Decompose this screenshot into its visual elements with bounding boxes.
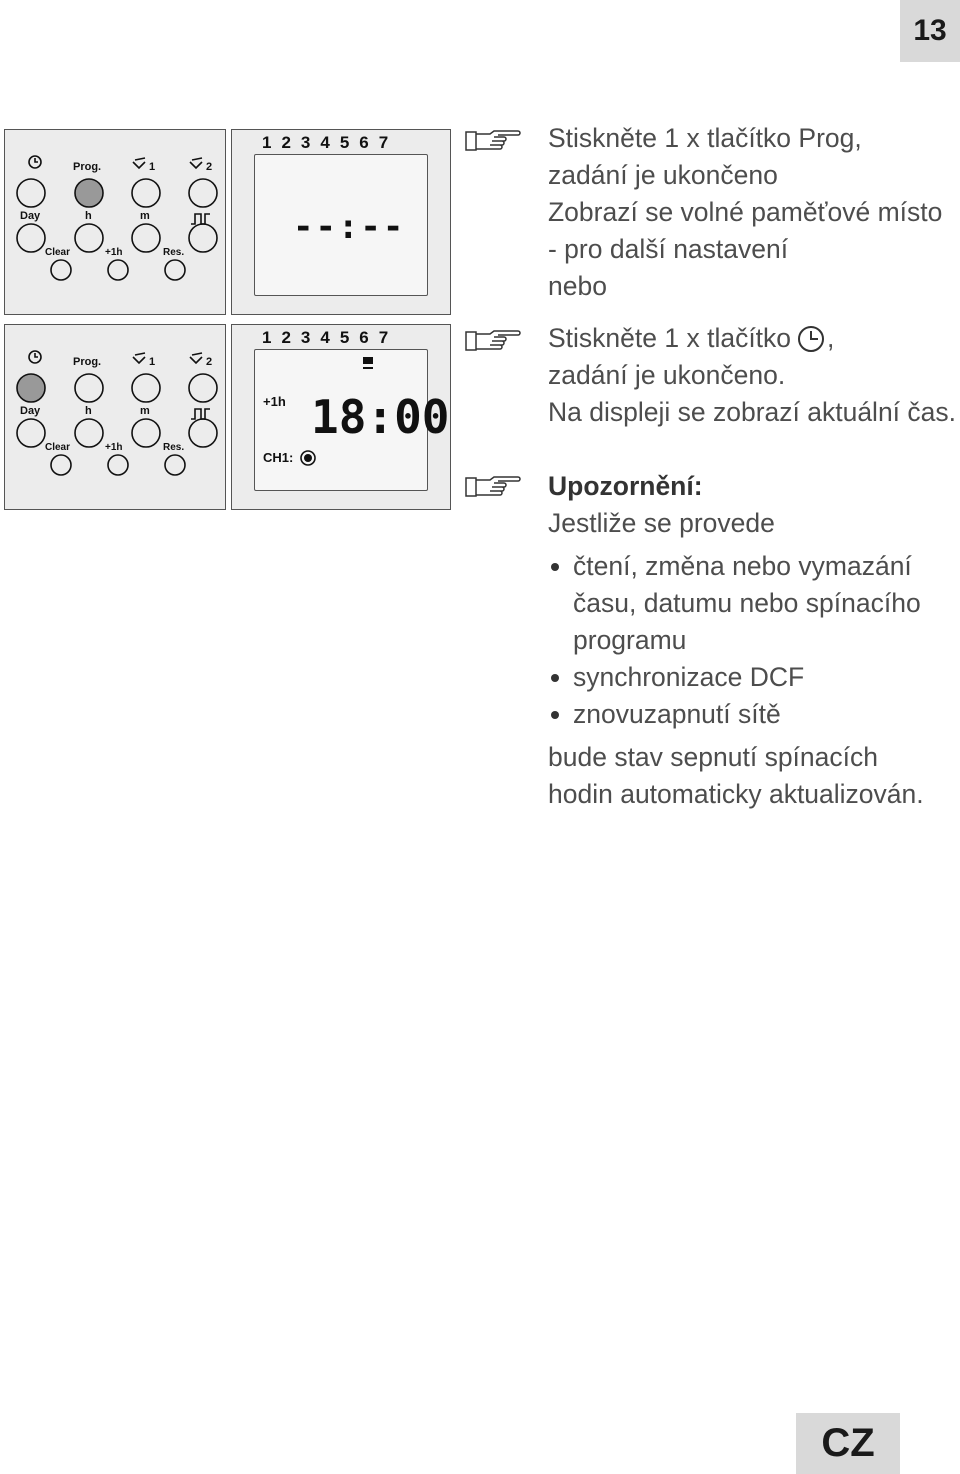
- svg-text:Res.: Res.: [163, 247, 185, 258]
- day-button: [17, 419, 45, 447]
- hand-icon: [190, 158, 202, 168]
- hand-icon: [133, 353, 145, 363]
- note-block: [548, 468, 953, 813]
- note-bullets: [548, 548, 953, 733]
- clock-button: [17, 374, 45, 402]
- pointing-hand-icon: [464, 128, 522, 154]
- hand-icon: [133, 158, 145, 168]
- res-button: [165, 260, 185, 280]
- svg-text:Res.: Res.: [163, 442, 185, 453]
- h-button: [75, 419, 103, 447]
- channel1-button: [132, 179, 160, 207]
- svg-text:Prog.: Prog.: [73, 356, 102, 368]
- pulse-icon: [191, 214, 210, 224]
- note-intro: Jestliže se provede: [548, 508, 775, 538]
- lcd-channel-label: CH1:: [263, 450, 294, 465]
- page-number: 13: [900, 0, 960, 62]
- channel1-button: [132, 374, 160, 402]
- pulse-icon: [191, 409, 210, 419]
- lcd-time: --:--: [293, 207, 406, 247]
- instruction-line: - pro další nastavení: [548, 234, 789, 264]
- svg-text:1: 1: [149, 356, 156, 368]
- day-marker-underline: [363, 367, 373, 369]
- svg-text:Day: Day: [20, 210, 41, 222]
- instruction-line: Zobrazí se volné paměťové místo: [548, 197, 943, 227]
- hand-icon: [190, 353, 202, 363]
- keypad-panel-prog: [4, 129, 226, 315]
- channel-on-icon: [299, 449, 317, 467]
- svg-text:2: 2: [206, 356, 213, 368]
- pointing-hand-icon: [464, 328, 522, 354]
- list-item: synchronizace DCF: [548, 659, 953, 696]
- m-button: [132, 419, 160, 447]
- channel2-button: [189, 374, 217, 402]
- list-item: čtení, změna nebo vymazání času, datumu nebo spínacího programu: [548, 548, 953, 659]
- instruction-prog: [548, 120, 942, 305]
- language-badge: CZ: [796, 1413, 900, 1474]
- svg-text:h: h: [85, 210, 92, 222]
- plus1h-button: [108, 455, 128, 475]
- instruction-line: zadání je ukončeno: [548, 160, 778, 190]
- svg-text:Clear: Clear: [45, 247, 71, 258]
- clock-icon: [797, 325, 825, 353]
- clock-button: [17, 179, 45, 207]
- svg-text:+1h: +1h: [105, 442, 123, 453]
- instruction-line: Na displeji se zobrazí aktuální čas.: [548, 397, 957, 427]
- lcd-screen: [254, 349, 450, 491]
- instruction-line: Stiskněte 1 x tlačítko ,: [548, 323, 835, 353]
- svg-text:Prog.: Prog.: [73, 161, 102, 173]
- h-button: [75, 224, 103, 252]
- m-button: [132, 224, 160, 252]
- day-marker-icon: [363, 357, 373, 364]
- channel2-button: [189, 179, 217, 207]
- weekday-numbers: 1234567: [262, 328, 399, 347]
- clear-button: [51, 455, 71, 475]
- instruction-line: Stiskněte 1 x tlačítko Prog,: [548, 123, 862, 153]
- keypad-diagram: [5, 325, 227, 511]
- keypad-diagram: [5, 130, 227, 316]
- instruction-clock: [548, 320, 956, 431]
- lcd-dst-label: +1h: [263, 394, 286, 409]
- prog-button: [75, 374, 103, 402]
- pointing-hand-icon: [464, 474, 522, 500]
- clear-button: [51, 260, 71, 280]
- note-outro: bude stav sepnutí spínacích hodin automaticky aktualizován.: [548, 742, 924, 809]
- svg-text:m: m: [140, 405, 150, 417]
- svg-text:h: h: [85, 405, 92, 417]
- pulse-button: [189, 419, 217, 447]
- lcd-time: 18:00: [311, 390, 450, 444]
- display-panel-empty: [231, 129, 451, 315]
- note-title: Upozornění:: [548, 471, 703, 501]
- weekday-numbers: 1234567: [262, 133, 399, 152]
- lcd-screen: [254, 154, 428, 296]
- prog-button: [75, 179, 103, 207]
- day-button: [17, 224, 45, 252]
- svg-text:Clear: Clear: [45, 442, 71, 453]
- svg-text:m: m: [140, 210, 150, 222]
- plus1h-button: [108, 260, 128, 280]
- pulse-button: [189, 224, 217, 252]
- svg-text:1: 1: [149, 161, 156, 173]
- display-panel-time: [231, 324, 451, 510]
- list-item: znovuzapnutí sítě: [548, 696, 953, 733]
- instruction-line: nebo: [548, 271, 607, 301]
- instruction-line: zadání je ukončeno.: [548, 360, 786, 390]
- res-button: [165, 455, 185, 475]
- svg-text:Day: Day: [20, 405, 41, 417]
- svg-text:2: 2: [206, 161, 213, 173]
- svg-text:+1h: +1h: [105, 247, 123, 258]
- keypad-panel-clock: [4, 324, 226, 510]
